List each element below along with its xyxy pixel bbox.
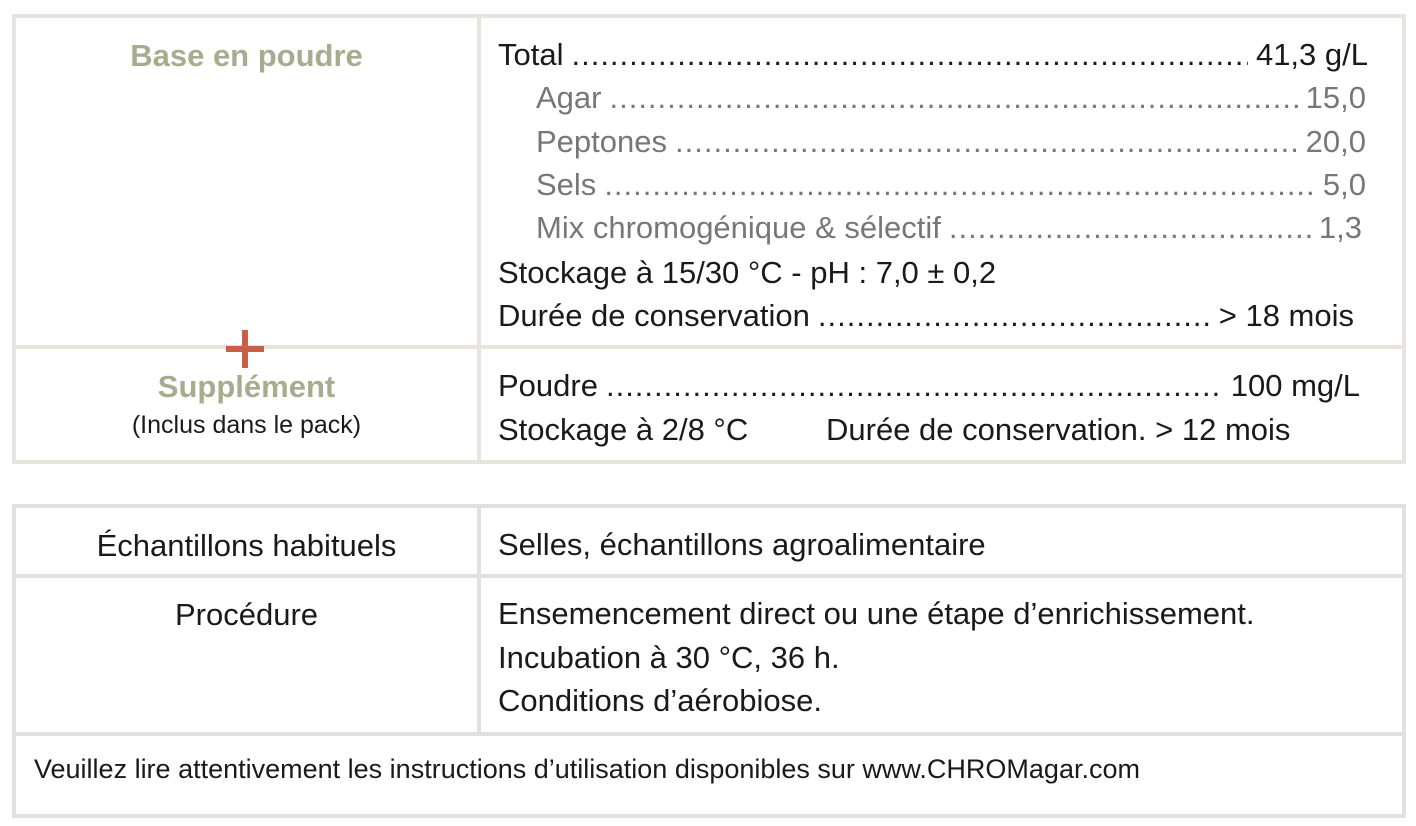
- component-row: [536, 211, 1362, 245]
- dot-leader: [818, 299, 1211, 333]
- supplement-label: Supplément: [157, 369, 336, 404]
- dot-leader: [604, 168, 1315, 202]
- procedure-label: Procédure: [174, 597, 319, 632]
- supplement-shelf-life: Durée de conservation. > 12 mois: [826, 412, 1291, 447]
- powder-value: 100 mg/L: [1230, 368, 1360, 403]
- composition-column-divider: [477, 14, 481, 464]
- procedure-line: Incubation à 30 °C, 36 h.: [498, 640, 840, 675]
- procedure-line: Conditions d’aérobiose.: [498, 683, 822, 718]
- base-storage: Stockage à 15/30 °C - pH : 7,0 ± 0,2: [498, 255, 997, 290]
- supplement-storage: Stockage à 2/8 °C: [498, 412, 749, 447]
- component-value: 20,0: [1305, 124, 1366, 159]
- component-row: [536, 81, 1366, 115]
- procedure-line: Ensemencement direct ou une étape d’enrichissement.: [498, 596, 1255, 631]
- component-label: Mix chromogénique & sélectif: [536, 210, 941, 245]
- composition-row-divider: [12, 345, 1406, 349]
- powder-row: [498, 369, 1360, 403]
- dot-leader: [609, 81, 1297, 115]
- samples-value: Selles, échantillons agroalimentaire: [498, 527, 986, 562]
- component-row: [536, 125, 1366, 159]
- total-value: 41,3 g/L: [1255, 37, 1368, 72]
- shelf-life-label: Durée de conservation: [498, 298, 810, 333]
- component-row: [536, 168, 1366, 202]
- dot-leader: [571, 38, 1247, 72]
- dot-leader: [606, 369, 1223, 403]
- supplement-sublabel: (Inclus dans le pack): [131, 411, 362, 439]
- shelf-life-value: > 18 mois: [1218, 298, 1354, 333]
- usage-row-divider: [16, 732, 1402, 736]
- plus-icon: [226, 330, 264, 368]
- component-value: 5,0: [1322, 167, 1366, 202]
- component-label: Agar: [536, 80, 602, 115]
- footer-note: Veuillez lire attentivement les instructions d’utilisation disponibles sur www.CHROMagar.com: [34, 754, 1140, 784]
- base-shelf-life-row: [498, 299, 1354, 333]
- component-value: 1,3: [1318, 210, 1362, 245]
- total-label: Total: [498, 37, 564, 72]
- dot-leader: [949, 211, 1311, 245]
- usage-row-divider: [16, 574, 1402, 578]
- component-label: Sels: [536, 167, 597, 202]
- component-label: Peptones: [536, 124, 667, 159]
- usage-column-divider: [477, 508, 481, 732]
- base-label: Base en poudre: [130, 38, 363, 73]
- component-value: 15,0: [1305, 80, 1366, 115]
- total-row: [498, 38, 1368, 72]
- powder-label: Poudre: [498, 368, 598, 403]
- dot-leader: [675, 125, 1298, 159]
- samples-label: Échantillons habituels: [96, 528, 397, 563]
